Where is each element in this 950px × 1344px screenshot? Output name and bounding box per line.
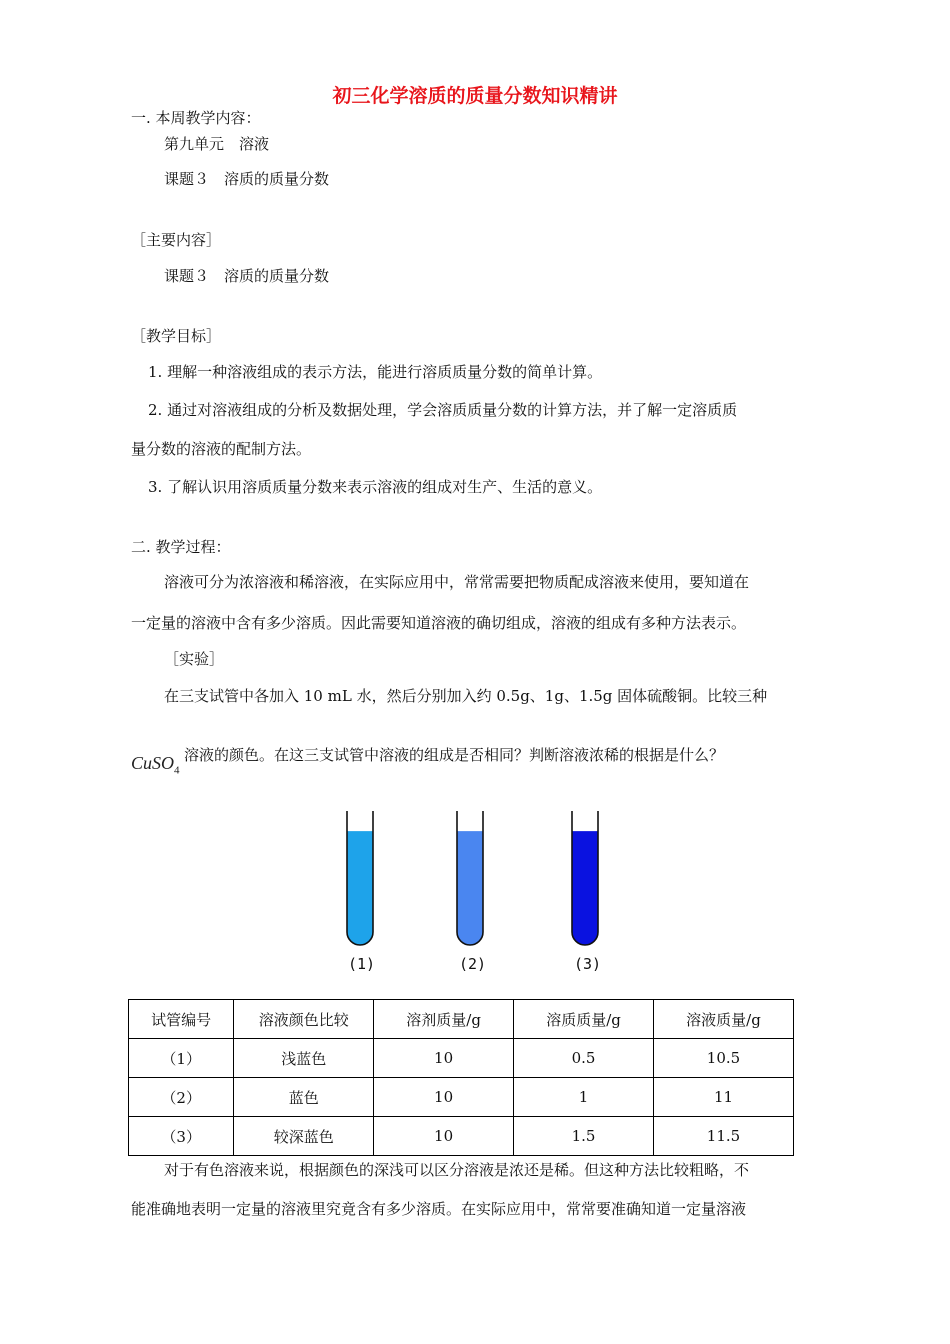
tube-label-3: (3)	[574, 955, 602, 973]
table-cell: 较深蓝色	[234, 1117, 374, 1156]
table-cell: 浅蓝色	[234, 1039, 374, 1078]
data-table	[128, 999, 794, 1156]
table-header-cell: 试管编号	[129, 1000, 234, 1039]
experiment-heading: ［实验］	[164, 650, 225, 668]
table-cell: 0.5	[514, 1039, 654, 1078]
table-cell: 10	[374, 1117, 514, 1156]
tube-liquid-1	[347, 831, 373, 945]
objective-2-line2: 量分数的溶液的配制方法。	[131, 440, 312, 458]
table-header-cell: 溶液颜色比较	[234, 1000, 374, 1039]
table-cell: （3）	[129, 1117, 234, 1156]
table-cell: 10	[374, 1078, 514, 1117]
objective-3: 3. 了解认识用溶质质量分数来表示溶液的组成对生产、生活的意义。	[148, 478, 603, 496]
closing-line2: 能准确地表明一定量的溶液里究竟含有多少溶质。在实际应用中，常常要准确知道一定量溶液	[131, 1200, 747, 1218]
table-cell: 11.5	[653, 1117, 793, 1156]
closing-line1: 对于有色溶液来说，根据颜色的深浅可以区分溶液是浓还是稀。但这种方法比较粗略，不	[164, 1161, 750, 1179]
table-cell: （2）	[129, 1078, 234, 1117]
objective-1: 1. 理解一种溶液组成的表示方法，能进行溶质质量分数的简单计算。	[148, 363, 603, 381]
table-row	[129, 1078, 794, 1117]
table-header-cell: 溶剂质量/g	[374, 1000, 514, 1039]
section1-heading: 一. 本周教学内容：	[131, 109, 261, 127]
table-cell: 蓝色	[234, 1078, 374, 1117]
tube-liquid-3	[572, 831, 598, 945]
main-content-topic: 课题３ 溶质的质量分数	[164, 267, 330, 285]
table-row	[129, 1117, 794, 1156]
cuso4-formula: CuSO$_4$	[131, 753, 180, 777]
table-header-cell: 溶质质量/g	[514, 1000, 654, 1039]
tube-liquid-2	[457, 831, 483, 945]
test-tube-1	[347, 811, 373, 945]
table-cell: （1）	[129, 1039, 234, 1078]
table-header-row	[129, 1000, 794, 1039]
page-title: 初三化学溶质的质量分数知识精讲	[332, 85, 618, 107]
table-row	[129, 1039, 794, 1078]
tube-label-2: (2)	[459, 955, 487, 973]
unit-text: 第九单元 溶液	[164, 135, 270, 153]
experiment-line1: 在三支试管中各加入 10 mL 水，然后分别加入约 0.5g、1g、1.5g 固体硫酸铜。比较三种	[164, 687, 768, 705]
test-tubes-figure	[330, 808, 620, 953]
objective-2-line1: 2. 通过对溶液组成的分析及数据处理，学会溶质质量分数的计算方法，并了解一定溶质质	[148, 401, 738, 419]
table-cell: 11	[653, 1078, 793, 1117]
para1-line1: 溶液可分为浓溶液和稀溶液，在实际应用中，常常需要把物质配成溶液来使用，要知道在	[164, 573, 750, 591]
table-cell: 1	[514, 1078, 654, 1117]
table-cell: 10	[374, 1039, 514, 1078]
main-content-heading: ［主要内容］	[131, 231, 222, 249]
test-tube-3	[572, 811, 598, 945]
table-cell: 1.5	[514, 1117, 654, 1156]
test-tube-2	[457, 811, 483, 945]
topic-text: 课题３ 溶质的质量分数	[164, 170, 330, 188]
tube-label-1: (1)	[348, 955, 376, 973]
para1-line2: 一定量的溶液中含有多少溶质。因此需要知道溶液的确切组成，溶液的组成有多种方法表示。	[131, 614, 747, 632]
objectives-heading: ［教学目标］	[131, 327, 222, 345]
section2-heading: 二. 教学过程：	[131, 538, 231, 556]
experiment-line2: 溶液的颜色。在这三支试管中溶液的组成是否相同？判断溶液浓稀的根据是什么？	[184, 746, 725, 764]
table-cell: 10.5	[653, 1039, 793, 1078]
table-header-cell: 溶液质量/g	[653, 1000, 793, 1039]
